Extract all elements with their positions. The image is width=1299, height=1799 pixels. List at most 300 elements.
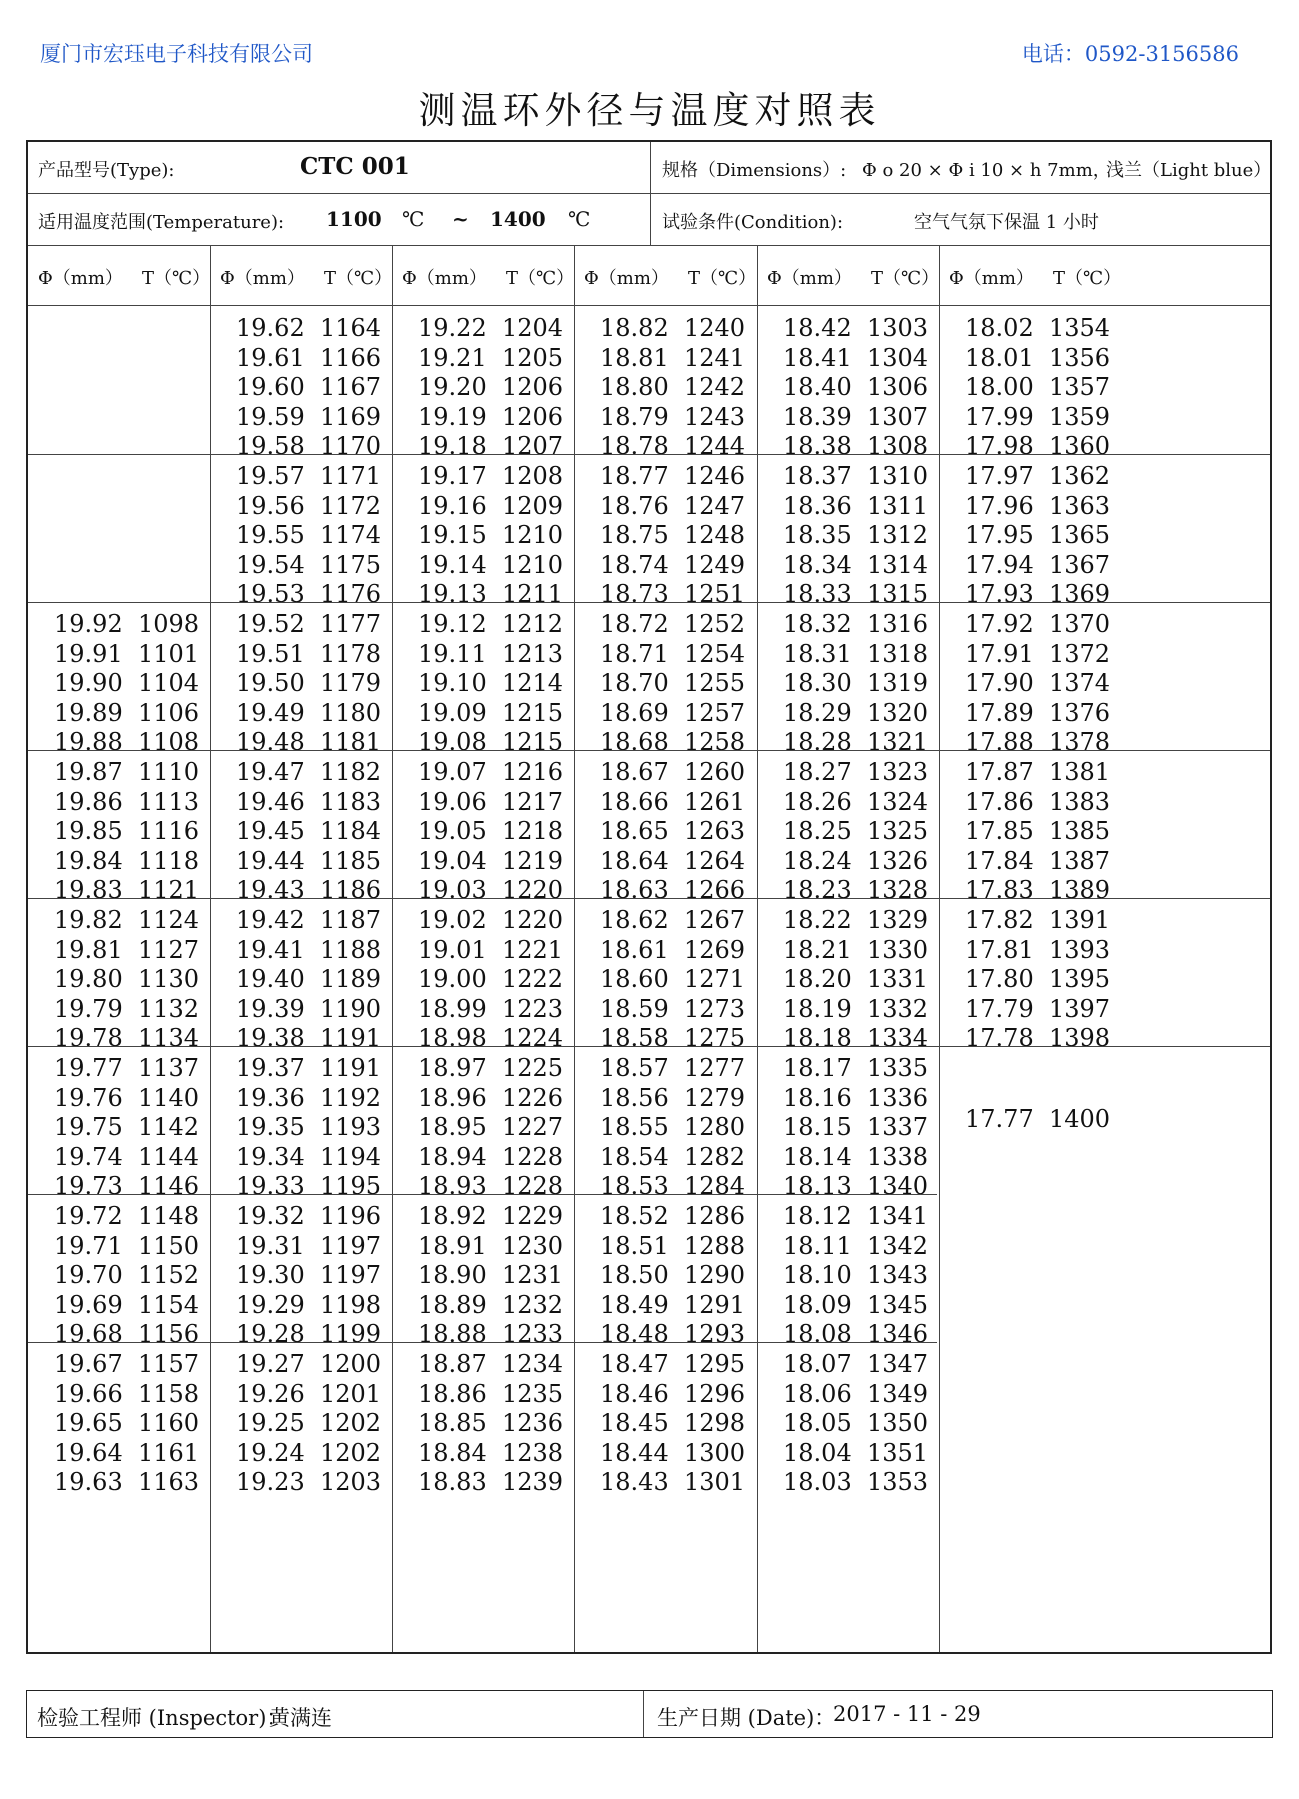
table-row: [54, 610, 199, 640]
diameter-value: 18.44: [600, 1438, 669, 1467]
temperature-value: 1331: [867, 965, 929, 994]
diameter-value: 19.20: [418, 373, 487, 402]
temperature-value: 1189: [320, 965, 382, 994]
temperature-value: 1177: [320, 610, 382, 638]
table-row: [600, 906, 745, 936]
diameter-value: 19.66: [54, 1379, 123, 1408]
table-row: [236, 1143, 381, 1173]
temperature-value: 1254: [684, 639, 746, 668]
table-row: [236, 728, 381, 758]
table-row: [600, 610, 745, 640]
table-row: [236, 640, 381, 670]
table-row: [418, 462, 563, 492]
diameter-value: 18.19: [783, 994, 852, 1023]
block-divider: [28, 602, 1270, 603]
diameter-value: 18.15: [783, 1113, 852, 1142]
temperature-value: 1132: [138, 994, 200, 1023]
temperature-value: 1261: [684, 787, 746, 816]
data-block: [965, 314, 1110, 462]
data-block: [600, 314, 745, 462]
temperature-value: 1219: [502, 846, 564, 875]
table-row: [54, 1320, 199, 1350]
table-row: [783, 1409, 928, 1439]
diameter-value: 19.80: [54, 965, 123, 994]
temperature-value: 1320: [867, 698, 929, 727]
diameter-value: 19.04: [418, 846, 487, 875]
data-block: [236, 1054, 381, 1202]
diameter-value: 19.01: [418, 935, 487, 964]
diameter-value: 19.67: [54, 1350, 123, 1378]
diameter-value: 19.16: [418, 491, 487, 520]
column-header-2: [210, 246, 392, 305]
diameter-value: 19.12: [418, 610, 487, 638]
diameter-value: 18.25: [783, 817, 852, 846]
diameter-value: 19.83: [54, 876, 123, 905]
table-row: [236, 462, 381, 492]
diameter-value: 17.78: [965, 1024, 1034, 1053]
inspector-label: 检验工程师 (Inspector)：: [37, 1706, 288, 1730]
temperature-value: 1290: [684, 1261, 746, 1290]
table-row: [54, 640, 199, 670]
table-row: [965, 995, 1110, 1025]
diameter-value: 19.64: [54, 1438, 123, 1467]
data-block: [965, 610, 1110, 758]
table-row: [418, 1439, 563, 1469]
temperature-value: 1104: [138, 669, 200, 698]
table-row: [236, 521, 381, 551]
temperature-value: 1113: [138, 787, 200, 816]
diameter-value: 18.71: [600, 639, 669, 668]
diameter-value: 18.80: [600, 373, 669, 402]
diameter-value: 19.47: [236, 758, 305, 786]
temperature-value: 1367: [1049, 550, 1111, 579]
diameter-value: 19.87: [54, 758, 123, 786]
data-block: [600, 1202, 745, 1350]
table-row: [236, 669, 381, 699]
temperature-value: 1393: [1049, 935, 1111, 964]
temperature-value: 1260: [684, 758, 746, 786]
temperature-value: 1284: [684, 1172, 746, 1201]
table-row: [54, 1113, 199, 1143]
diameter-value: 19.23: [236, 1468, 305, 1497]
diameter-value: 19.30: [236, 1261, 305, 1290]
temperature-label: 适用温度范围(Temperature):: [38, 212, 285, 233]
table-row: [783, 965, 928, 995]
temperature-value: 1391: [1049, 906, 1111, 934]
table-row: [236, 1232, 381, 1262]
data-block: [600, 462, 745, 610]
diameter-value: 18.46: [600, 1379, 669, 1408]
table-row: [54, 1291, 199, 1321]
temperature-value: 1207: [502, 432, 564, 461]
table-row: [965, 699, 1110, 729]
data-block: [418, 1054, 563, 1202]
diameter-value: 18.97: [418, 1054, 487, 1082]
diameter-value: 19.05: [418, 817, 487, 846]
temperature-value: 1319: [867, 669, 929, 698]
column-header-3: [392, 246, 574, 305]
diameter-value: 18.02: [965, 314, 1034, 342]
table-row: [236, 1380, 381, 1410]
diameter-value: 19.91: [54, 639, 123, 668]
diameter-value: 19.51: [236, 639, 305, 668]
table-row: [783, 521, 928, 551]
temperature-value: 1118: [138, 846, 200, 875]
table-row: [783, 906, 928, 936]
diameter-value: 18.12: [783, 1202, 852, 1230]
diameter-value: 19.03: [418, 876, 487, 905]
diameter-value: 18.14: [783, 1142, 852, 1171]
diameter-value: 18.79: [600, 402, 669, 431]
table-row: [783, 1202, 928, 1232]
table-row: [783, 1468, 928, 1498]
diameter-value: 18.66: [600, 787, 669, 816]
temperature-value: 1369: [1049, 580, 1111, 609]
column-header-5: [757, 246, 939, 305]
temperature-value: 1236: [502, 1409, 564, 1438]
data-block: [54, 610, 199, 758]
table-row: [783, 551, 928, 581]
temperature-value: 1291: [684, 1290, 746, 1319]
table-row: [418, 640, 563, 670]
data-block: [600, 906, 745, 1054]
temperature-value: 1130: [138, 965, 200, 994]
temperature-value: 1397: [1049, 994, 1111, 1023]
table-row: [600, 580, 745, 610]
diameter-value: 18.96: [418, 1083, 487, 1112]
diameter-value: 19.82: [54, 906, 123, 934]
temperature-value: 1208: [502, 462, 564, 490]
diameter-value: 18.55: [600, 1113, 669, 1142]
table-row: [965, 936, 1110, 966]
temperature-value: 1220: [502, 876, 564, 905]
table-row: [600, 462, 745, 492]
type-value: CTC 001: [300, 153, 410, 180]
temperature-value: 1229: [502, 1202, 564, 1230]
temperature-value: 1170: [320, 432, 382, 461]
diameter-value: 18.94: [418, 1142, 487, 1171]
table-row: [965, 788, 1110, 818]
temperature-value: 1204: [502, 314, 564, 342]
temperature-value: 1347: [867, 1350, 929, 1378]
temperature-value: 1362: [1049, 462, 1111, 490]
temperature-value: 1328: [867, 876, 929, 905]
temperature-value: 1238: [502, 1438, 564, 1467]
table-row: [54, 1143, 199, 1173]
table-row: [418, 1202, 563, 1232]
temperature-value: 1232: [502, 1290, 564, 1319]
table-row: [600, 699, 745, 729]
temperature-value: 1124: [138, 906, 200, 934]
temperature-value: 1156: [138, 1320, 200, 1349]
temperature-value: 1234: [502, 1350, 564, 1378]
diameter-value: 19.15: [418, 521, 487, 550]
temperature-value: 1215: [502, 698, 564, 727]
diameter-value: 18.54: [600, 1142, 669, 1171]
diameter-value: 17.94: [965, 550, 1034, 579]
table-row: [54, 817, 199, 847]
table-row: [418, 580, 563, 610]
diameter-value: 18.26: [783, 787, 852, 816]
table-row: [54, 1024, 199, 1054]
temperature-value: 1282: [684, 1142, 746, 1171]
table-row: [418, 492, 563, 522]
diameter-value: 18.52: [600, 1202, 669, 1230]
data-block: [54, 1054, 199, 1202]
block-divider: [28, 898, 1270, 899]
table-row: [418, 1380, 563, 1410]
table-row: [965, 610, 1110, 640]
temperature-value: 1194: [320, 1142, 382, 1171]
diameter-value: 19.74: [54, 1142, 123, 1171]
table-row: [418, 1054, 563, 1084]
diameter-value: 18.13: [783, 1172, 852, 1201]
table-row: [418, 669, 563, 699]
table-row: [600, 1054, 745, 1084]
temperature-value: 1228: [502, 1142, 564, 1171]
diameter-value: 18.75: [600, 521, 669, 550]
diameter-value: 19.35: [236, 1113, 305, 1142]
header-temperature: T（℃）: [324, 268, 393, 289]
temperature-value: 1338: [867, 1142, 929, 1171]
table-row: [965, 344, 1110, 374]
data-block: [236, 610, 381, 758]
table-row: [600, 847, 745, 877]
table-row: [236, 373, 381, 403]
table-row: [418, 906, 563, 936]
header-phi: Φ（mm）: [220, 268, 305, 289]
diameter-value: 19.26: [236, 1379, 305, 1408]
temperature-value: 1187: [320, 906, 382, 934]
temperature-value: 1337: [867, 1113, 929, 1142]
table-row: [783, 432, 928, 462]
data-block: [783, 610, 928, 758]
diameter-value: 18.06: [783, 1379, 852, 1408]
diameter-value: 18.10: [783, 1261, 852, 1290]
table-row: [965, 521, 1110, 551]
diameter-value: 18.04: [783, 1438, 852, 1467]
table-row: [236, 995, 381, 1025]
data-block: [418, 462, 563, 610]
table-row: [600, 1113, 745, 1143]
temperature-value: 1142: [138, 1113, 200, 1142]
data-block: [600, 1054, 745, 1202]
diameter-value: 17.82: [965, 906, 1034, 934]
diameter-value: 18.78: [600, 432, 669, 461]
diameter-value: 18.65: [600, 817, 669, 846]
temperature-value: 1137: [138, 1054, 200, 1082]
temperature-value: 1304: [867, 343, 929, 372]
table-row: [418, 1409, 563, 1439]
temperature-value: 1306: [867, 373, 929, 402]
table-row: [418, 817, 563, 847]
table-row: [236, 758, 381, 788]
table-row: [236, 1024, 381, 1054]
table-row: [600, 1350, 745, 1380]
table-row: [418, 1143, 563, 1173]
temperature-value: 1215: [502, 728, 564, 757]
diameter-value: 19.39: [236, 994, 305, 1023]
diameter-value: 18.47: [600, 1350, 669, 1378]
table-row: [54, 788, 199, 818]
table-row: [783, 936, 928, 966]
diameter-value: 19.69: [54, 1290, 123, 1319]
diameter-value: 18.61: [600, 935, 669, 964]
data-block: [965, 462, 1110, 610]
temperature-value: 1341: [867, 1202, 929, 1230]
column-divider: [210, 246, 211, 1652]
diameter-value: 17.97: [965, 462, 1034, 490]
header-phi: Φ（mm）: [949, 268, 1034, 289]
table-row: [600, 1232, 745, 1262]
table-row: [418, 936, 563, 966]
diameter-value: 19.89: [54, 698, 123, 727]
data-block: [783, 906, 928, 1054]
temperature-value: 1321: [867, 728, 929, 757]
table-row: [236, 344, 381, 374]
diameter-value: 18.33: [783, 580, 852, 609]
temperature-value: 1202: [320, 1409, 382, 1438]
diameter-value: 18.67: [600, 758, 669, 786]
diameter-value: 19.84: [54, 846, 123, 875]
table-row: [783, 1261, 928, 1291]
temperature-value: 1206: [502, 402, 564, 431]
table-row: [600, 669, 745, 699]
table-row: [418, 1024, 563, 1054]
diameter-value: 19.34: [236, 1142, 305, 1171]
table-row: [600, 1261, 745, 1291]
temperature-value: 1180: [320, 698, 382, 727]
table-row: [965, 314, 1110, 344]
table-row: [236, 817, 381, 847]
temperature-separator: ~: [452, 207, 469, 231]
data-block: [418, 906, 563, 1054]
diameter-value: 19.43: [236, 876, 305, 905]
diameter-value: 19.10: [418, 669, 487, 698]
temperature-value: 1269: [684, 935, 746, 964]
data-block: [54, 1202, 199, 1350]
table-row: [418, 1350, 563, 1380]
temperature-value: 1171: [320, 462, 382, 490]
diameter-value: 18.17: [783, 1054, 852, 1082]
temperature-value: 1225: [502, 1054, 564, 1082]
table-row: [418, 965, 563, 995]
condition-value: 空气气氛下保温 1 小时: [914, 212, 1099, 233]
diameter-value: 17.88: [965, 728, 1034, 757]
diameter-value: 17.83: [965, 876, 1034, 905]
diameter-value: 18.39: [783, 402, 852, 431]
diameter-value: 19.27: [236, 1350, 305, 1378]
table-row: [783, 610, 928, 640]
diameter-value: 19.60: [236, 373, 305, 402]
table-row: [600, 965, 745, 995]
diameter-value: 18.91: [418, 1231, 487, 1260]
temperature-value: 1246: [684, 462, 746, 490]
temperature-value: 1220: [502, 906, 564, 934]
temperature-value: 1335: [867, 1054, 929, 1082]
temperature-to: 1400: [490, 207, 546, 231]
data-block: [236, 314, 381, 462]
table-row: [783, 699, 928, 729]
temperature-value: 1186: [320, 876, 382, 905]
diameter-value: 18.93: [418, 1172, 487, 1201]
diameter-value: 19.28: [236, 1320, 305, 1349]
table-row: [600, 1143, 745, 1173]
diameter-value: 18.74: [600, 550, 669, 579]
table-row: [600, 640, 745, 670]
temperature-value: 1275: [684, 1024, 746, 1053]
temperature-value: 1200: [320, 1350, 382, 1378]
table-row: [600, 373, 745, 403]
diameter-value: 19.36: [236, 1083, 305, 1112]
table-row: [783, 580, 928, 610]
table-row: [54, 995, 199, 1025]
table-row: [236, 1202, 381, 1232]
block-divider: [28, 1194, 937, 1195]
table-row: [965, 669, 1110, 699]
temperature-value: 1303: [867, 314, 929, 342]
data-block: [965, 906, 1110, 1054]
table-row: [783, 758, 928, 788]
diameter-value: 19.57: [236, 462, 305, 490]
table-row: [965, 580, 1110, 610]
temperature-value: 1400: [1049, 1105, 1111, 1133]
diameter-value: 17.93: [965, 580, 1034, 609]
table-row: [418, 1291, 563, 1321]
table-row: [418, 1320, 563, 1350]
table-row: [418, 995, 563, 1025]
table-row: [236, 551, 381, 581]
block-divider: [28, 750, 1270, 751]
temperature-value: 1227: [502, 1113, 564, 1142]
table-row: [783, 817, 928, 847]
temperature-value: 1231: [502, 1261, 564, 1290]
temperature-value: 1191: [320, 1054, 382, 1082]
table-row: [783, 1024, 928, 1054]
diameter-value: 19.72: [54, 1202, 123, 1230]
diameter-value: 18.01: [965, 343, 1034, 372]
table-row: [236, 876, 381, 906]
temperature-value: 1211: [502, 580, 564, 609]
diameter-value: 19.73: [54, 1172, 123, 1201]
temperature-value: 1332: [867, 994, 929, 1023]
diameter-value: 19.70: [54, 1261, 123, 1290]
diameter-value: 18.77: [600, 462, 669, 490]
temperature-value: 1243: [684, 402, 746, 431]
diameter-value: 19.54: [236, 550, 305, 579]
diameter-value: 19.86: [54, 787, 123, 816]
table-row: [236, 1409, 381, 1439]
diameter-value: 19.48: [236, 728, 305, 757]
diameter-value: 18.70: [600, 669, 669, 698]
info-row-temperature: [28, 194, 1270, 246]
diameter-value: 18.36: [783, 491, 852, 520]
temperature-value: 1221: [502, 935, 564, 964]
dimensions-value: Φ o 20 × Φ i 10 × h 7mm，: [862, 160, 1111, 181]
temperature-value: 1363: [1049, 491, 1111, 520]
table-row: [418, 1084, 563, 1114]
diameter-value: 19.61: [236, 343, 305, 372]
diameter-value: 18.28: [783, 728, 852, 757]
table-row: [600, 1468, 745, 1498]
diameter-value: 18.53: [600, 1172, 669, 1201]
table-row: [600, 1291, 745, 1321]
temperature-value: 1144: [138, 1142, 200, 1171]
reference-table: [26, 140, 1272, 1654]
temperature-value: 1195: [320, 1172, 382, 1201]
table-row: [965, 551, 1110, 581]
diameter-value: 19.37: [236, 1054, 305, 1082]
